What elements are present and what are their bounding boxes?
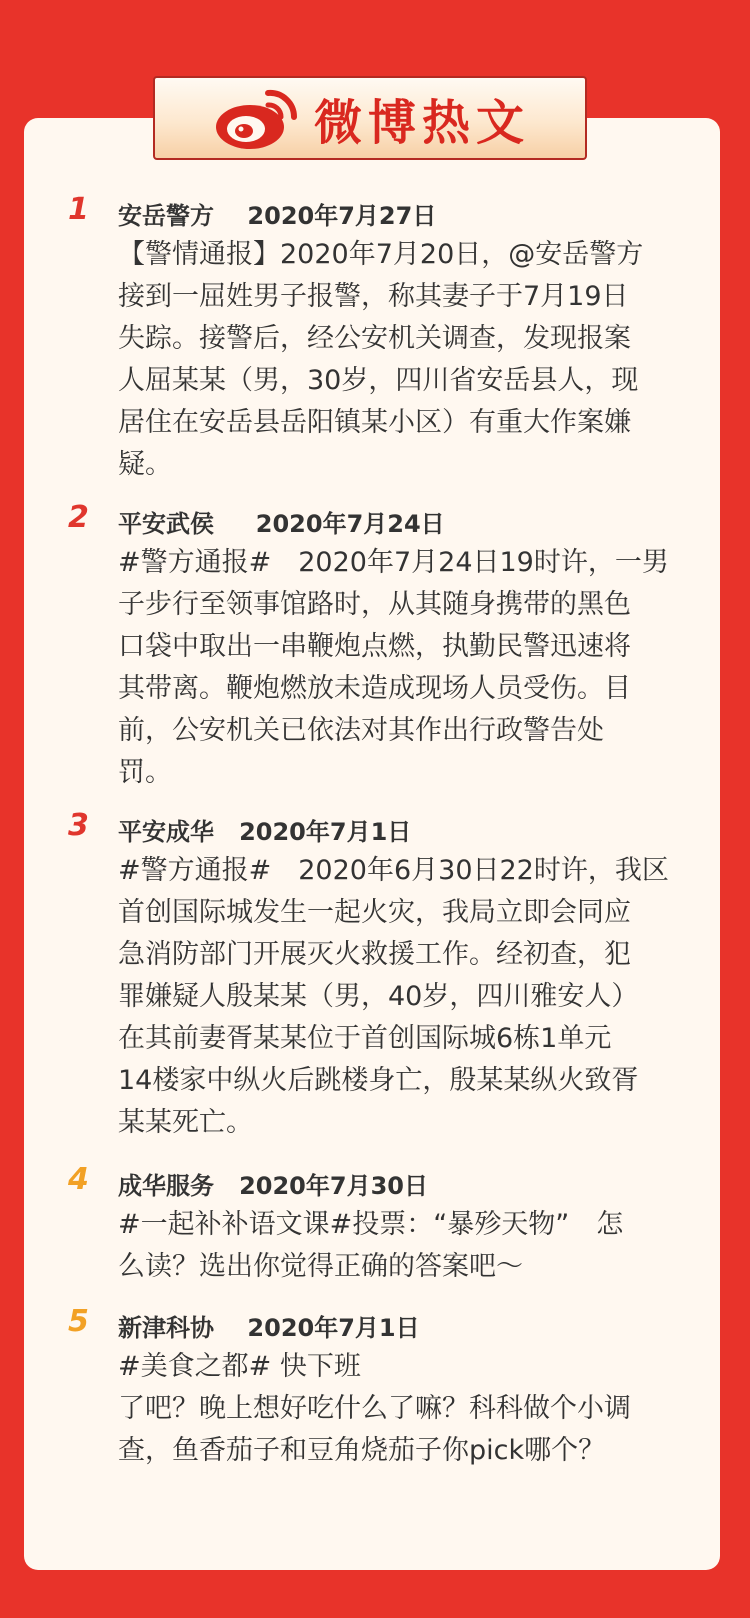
post-author[interactable]: 新津科协 (118, 1314, 214, 1342)
post-author[interactable]: 平安武侯 (118, 510, 214, 538)
post-text: 【警情通报】2020年7月20日，@安岳警方 接到一屈姓男子报警，称其妻子于7月19日 失踪。接警后，经公安机关调查，发现报案 人屈某某（男，30岁，四川省安岳县人，现 居住在安岳县岳阳镇某小区）有重大作案嫌 疑。 (118, 239, 644, 480)
post-text: #警方通报# 2020年7月24日19时许，一男 子步行至领事馆路时，从其随身携带的黑色 口袋中取出一串鞭炮点燃，执勤民警迅速将 其带离。鞭炮燃放未造成现场人员受伤。目 前，公安机关已依法对其作出行政警告处 罚。 (118, 547, 669, 788)
rank-number: 4 (68, 1162, 89, 1197)
post-date: 2020年7月24日 (255, 510, 445, 538)
weibo-logo-icon (210, 83, 300, 153)
rank-number: 5 (68, 1304, 89, 1339)
rank-number: 3 (68, 808, 89, 843)
post-text: #美食之都# 快下班 了吧？晚上想好吃什么了嘛？科科做个小调 查，鱼香茄子和豆角烧茄子你pick哪个？ (118, 1351, 631, 1466)
post-author[interactable]: 安岳警方 (118, 202, 214, 230)
post-author[interactable]: 平安成华 (118, 818, 214, 846)
rank-number: 2 (68, 500, 89, 535)
post-date: 2020年7月1日 (239, 818, 412, 846)
post-text: #警方通报# 2020年6月30日22时许，我区 首创国际城发生一起火灾，我局立即会同应 急消防部门开展灭火救援工作。经初查，犯 罪嫌疑人殷某某（男，40岁，四川雅安人） 在其前妻胥某某位于首创国际城6栋1单元 14楼家中纵火后跳楼身亡，殷某某纵火致胥 某某死亡。 (118, 855, 669, 1138)
header-badge (153, 76, 587, 160)
post-meta (118, 504, 445, 539)
post-meta (118, 812, 411, 847)
post-date: 2020年7月27日 (247, 202, 437, 230)
post-date: 2020年7月30日 (239, 1172, 428, 1200)
post-meta (118, 196, 436, 231)
post-author[interactable]: 成华服务 (118, 1172, 214, 1200)
post-meta (118, 1308, 420, 1343)
post-date: 2020年7月1日 (247, 1314, 420, 1342)
page-title: 微博热文 (313, 94, 530, 151)
post-meta (118, 1166, 428, 1201)
rank-number: 1 (68, 192, 89, 227)
post-text: #一起补补语文课#投票：“暴殄天物” 怎 么读？选出你觉得正确的答案吧～ (118, 1209, 624, 1282)
